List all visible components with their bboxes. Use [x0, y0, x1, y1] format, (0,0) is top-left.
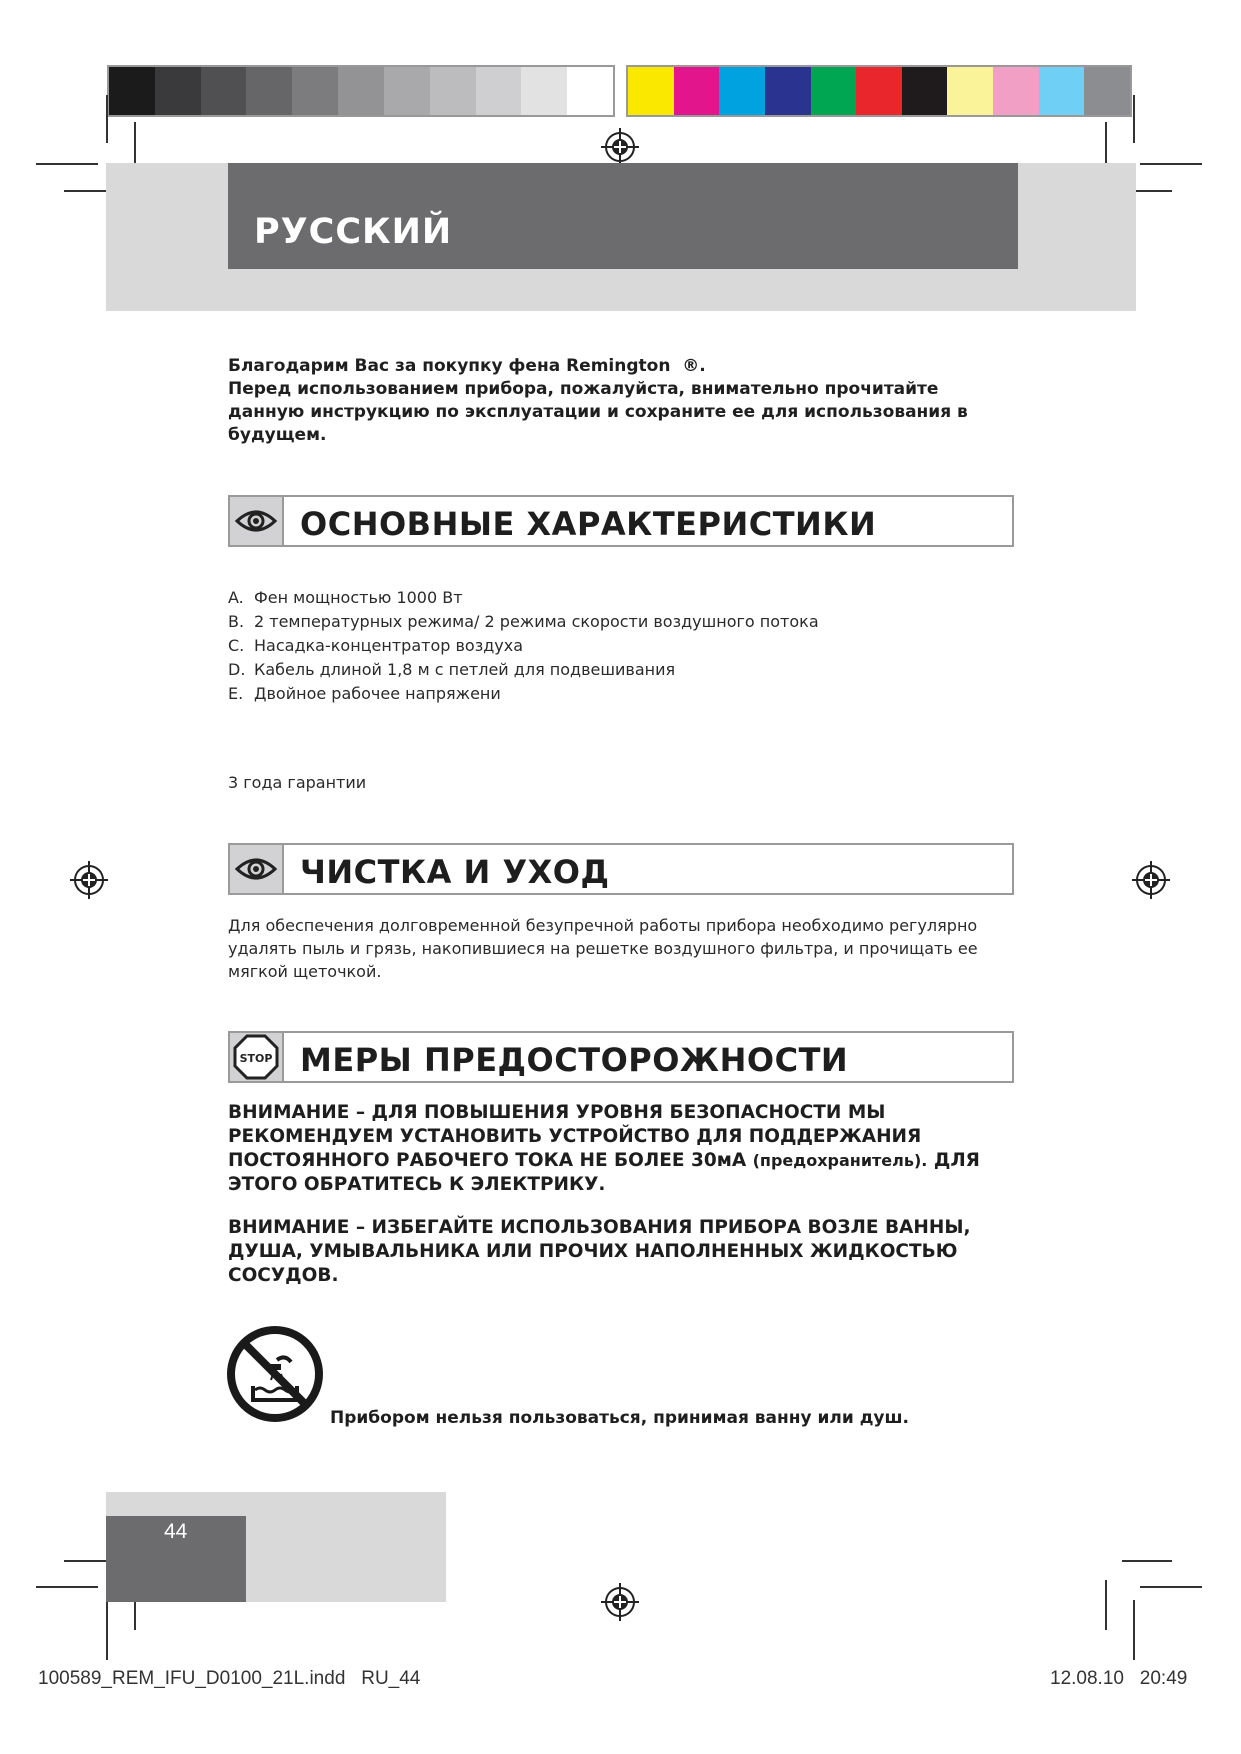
warranty-text: 3 года гарантии: [228, 773, 367, 792]
crop-mark: [1133, 95, 1135, 143]
registration-mark-icon: [599, 1581, 641, 1623]
footer-file-name: 100589_REM_IFU_D0100_21L.indd RU_44: [38, 1668, 421, 1689]
list-item-text: 2 температурных режима/ 2 режима скорости воздушного потока: [254, 612, 819, 631]
stop-sign-icon: [230, 1033, 284, 1081]
intro-text: [228, 355, 988, 447]
color-swatch: [521, 67, 567, 115]
warning-rcd-main: ВНИМАНИЕ – ДЛЯ ПОВЫШЕНИЯ УРОВНЯ БЕЗОПАСНОСТИ МЫ РЕКОМЕНДУЕМ УСТАНОВИТЬ УСТРОЙСТВО ДЛЯ ПОДДЕРЖАНИЯ ПОСТОЯННОГО РАБОЧЕГО ТОКА НЕ БОЛЕЕ 30мА: [228, 1102, 922, 1171]
page-title: РУССКИЙ: [254, 212, 453, 252]
color-swatch: [719, 67, 765, 115]
care-text: Для обеспечения долговременной безупречной работы прибора необходимо регулярно удалять пыль и грязь, накопившиеся на решетке воздушного фильтра, и прочищать ее мягкой щеточкой.: [228, 916, 978, 981]
list-item-text: Двойное рабочее напряжени: [254, 684, 501, 703]
color-swatch: [201, 67, 247, 115]
crop-mark: [106, 95, 108, 143]
footer-date: 12.08.10 20:49: [1050, 1668, 1188, 1689]
features-title: ОСНОВНЫЕ ХАРАКТЕРИСТИКИ: [300, 505, 877, 543]
crop-mark: [1133, 1600, 1135, 1660]
color-swatch: [628, 67, 674, 115]
intro-line2: Перед использованием прибора, пожалуйста, внимательно прочитайте данную инструкцию по эксплуатации и сохраните ее для использования в будущем.: [228, 379, 968, 445]
features-list: [228, 586, 819, 706]
crop-mark: [36, 163, 98, 165]
crop-mark: [1122, 1560, 1172, 1562]
list-item: [228, 586, 819, 610]
color-swatch: [674, 67, 720, 115]
registered-mark: ®.: [682, 356, 706, 376]
color-swatch: [109, 67, 155, 115]
list-item-text: Насадка-концентратор воздуха: [254, 636, 524, 655]
crop-mark: [36, 1586, 98, 1588]
eye-icon: [230, 845, 284, 893]
warning-rcd-note: (предохранитель).: [752, 1151, 928, 1170]
intro-line1: Благодарим Вас за покупку фена Remington: [228, 356, 671, 376]
color-swatch: [567, 67, 613, 115]
color-swatch: [947, 67, 993, 115]
color-swatch: [338, 67, 384, 115]
page-number: 44: [164, 1520, 188, 1543]
list-item: [228, 682, 819, 706]
no-bath-caption: Прибором нельзя пользоваться, принимая ванну или душ.: [330, 1408, 910, 1428]
color-swatch: [902, 67, 948, 115]
list-item-text: Кабель длиной 1,8 м с петлей для подвешивания: [254, 660, 676, 679]
no-bath-icon: [225, 1324, 325, 1424]
list-item-letter: B.: [228, 612, 245, 631]
process-color-bar: [626, 65, 1132, 117]
list-item-letter: C.: [228, 636, 245, 655]
list-item-letter: E.: [228, 684, 244, 703]
features-section-header: [228, 495, 1014, 547]
color-swatch: [430, 67, 476, 115]
warning-water: ВНИМАНИЕ – ИЗБЕГАЙТЕ ИСПОЛЬЗОВАНИЯ ПРИБОРА ВОЗЛЕ ВАННЫ, ДУША, УМЫВАЛЬНИКА ИЛИ ПРОЧИХ НАПОЛНЕННЫХ ЖИДКОСТЬЮ СОСУДОВ.: [228, 1217, 971, 1286]
care-section-header: [228, 843, 1014, 895]
grayscale-color-bar: [107, 65, 615, 117]
safety-title: МЕРЫ ПРЕДОСТОРОЖНОСТИ: [300, 1041, 849, 1079]
list-item-letter: A.: [228, 588, 244, 607]
color-swatch: [1084, 67, 1130, 115]
eye-icon: [230, 497, 284, 545]
warning-rcd-end: ДЛЯ ЭТОГО ОБРАТИТЕСЬ К ЭЛЕКТРИКУ.: [228, 1150, 980, 1195]
color-swatch: [765, 67, 811, 115]
color-swatch: [811, 67, 857, 115]
registration-mark-icon: [68, 859, 110, 901]
color-swatch: [993, 67, 1039, 115]
crop-mark: [1140, 163, 1202, 165]
color-swatch: [246, 67, 292, 115]
care-title: ЧИСТКА И УХОД: [300, 853, 610, 891]
color-swatch: [292, 67, 338, 115]
color-swatch: [155, 67, 201, 115]
list-item-letter: D.: [228, 660, 246, 679]
color-swatch: [384, 67, 430, 115]
list-item: [228, 610, 819, 634]
list-item: [228, 634, 819, 658]
warning-rcd: [228, 1101, 1028, 1197]
stop-sign-text: STOP: [239, 1052, 273, 1065]
color-swatch: [856, 67, 902, 115]
registration-mark-icon: [599, 126, 641, 168]
color-swatch: [1039, 67, 1085, 115]
crop-mark: [1140, 1586, 1202, 1588]
safety-section-header: [228, 1031, 1014, 1083]
list-item: [228, 658, 819, 682]
color-swatch: [476, 67, 522, 115]
crop-mark: [106, 1600, 108, 1660]
list-item-text: Фен мощностью 1000 Вт: [254, 588, 463, 607]
registration-mark-icon: [1130, 859, 1172, 901]
crop-mark: [1105, 1580, 1107, 1630]
